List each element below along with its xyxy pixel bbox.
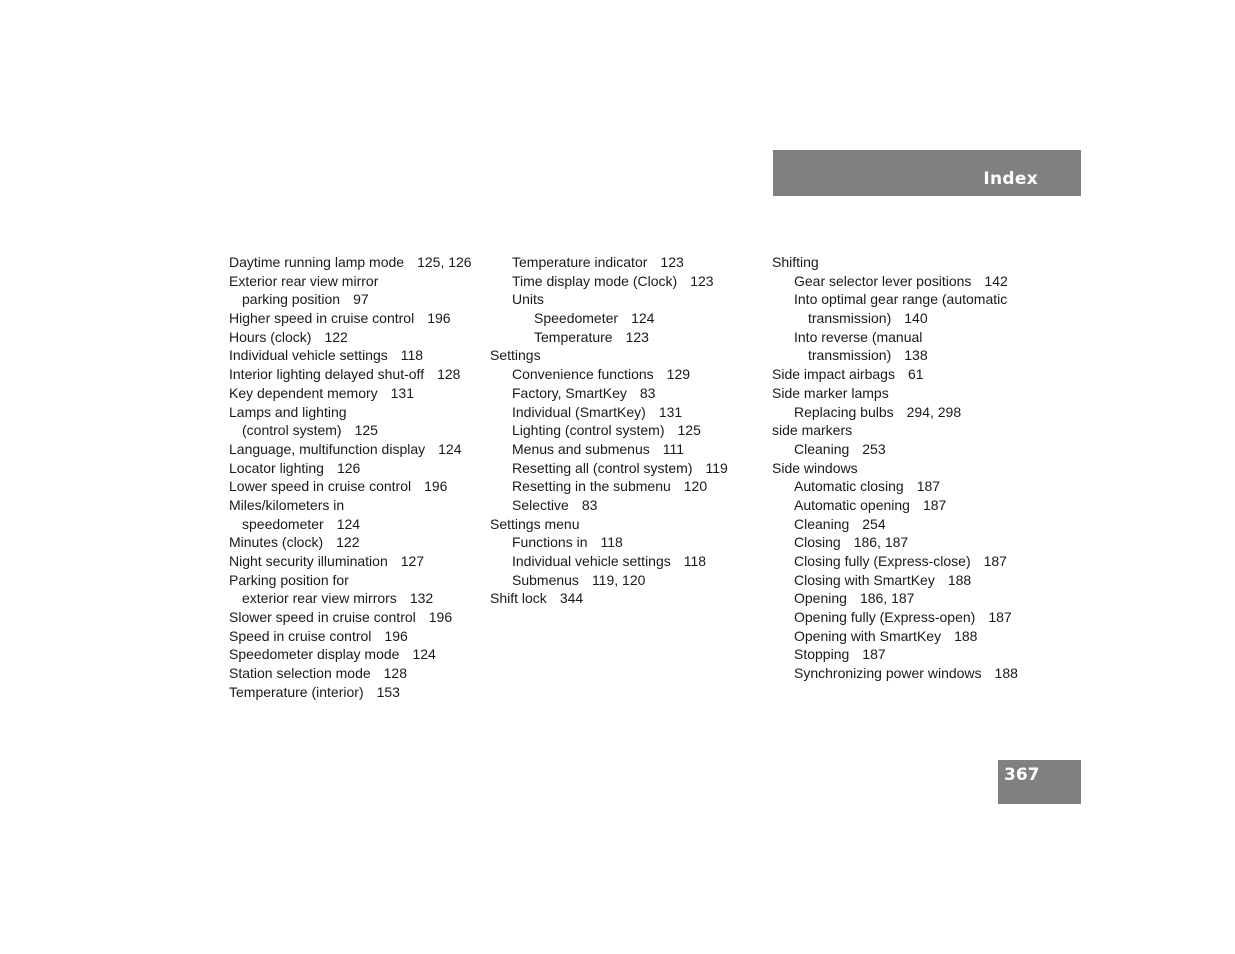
index-entry-text: Speedometer display mode [229, 646, 400, 663]
index-entry-text: Side impact airbags [772, 366, 895, 383]
page-number-box [998, 760, 1081, 804]
index-entry [490, 589, 760, 608]
index-entry [490, 421, 760, 440]
index-entry [772, 459, 1062, 478]
index-entry-pages: 128 [383, 665, 407, 682]
index-entry-text: Lamps and lighting [229, 403, 347, 420]
index-entry [772, 365, 1062, 384]
index-column-3 [772, 253, 1062, 683]
index-entry-pages: 187 [988, 609, 1012, 626]
index-entry-text: Exterior rear view mirror [229, 272, 379, 289]
index-entry-text: parking position [242, 291, 341, 308]
index-entry [229, 589, 491, 608]
index-entry-text: Language, multifunction display [229, 440, 426, 457]
index-entry-text: Minutes (clock) [229, 534, 324, 551]
index-entry-pages: 83 [639, 384, 656, 401]
index-entry-pages: 186, 187 [853, 534, 909, 551]
index-entry-text: Into optimal gear range (automatic [794, 291, 1008, 308]
index-entry-text: Individual vehicle settings [512, 553, 671, 569]
index-entry-text: Resetting all (control system) [512, 459, 693, 476]
index-entry-pages: 125, 126 [417, 254, 472, 270]
index-entry-text: Gear selector lever positions [794, 272, 972, 289]
index-entry [772, 440, 1062, 459]
index-entry-text: Closing fully (Express-close) [794, 553, 971, 569]
index-entry [490, 440, 760, 459]
index-entry-pages: 125 [677, 422, 701, 439]
index-entry-text: Daytime running lamp mode [229, 254, 405, 270]
index-entry [490, 365, 760, 384]
index-entry [490, 459, 760, 478]
index-entry [772, 571, 1062, 590]
index-entry-pages: 196 [384, 627, 408, 644]
index-entry [490, 328, 760, 347]
index-entry [772, 664, 1062, 683]
index-entry-pages: 83 [581, 496, 598, 513]
index-entry [772, 346, 1062, 365]
index-entry-pages: 196 [428, 609, 453, 626]
index-entry-text: Temperature (interior) [229, 683, 364, 700]
index-entry-pages: 124 [336, 515, 361, 532]
index-entry-pages: 188 [994, 665, 1018, 682]
index-entry-pages: 196 [427, 310, 451, 327]
index-entry [772, 477, 1062, 496]
index-entry [490, 346, 760, 365]
index-entry-text: Replacing bulbs [794, 403, 894, 420]
index-entry-pages: 294, 298 [906, 403, 962, 420]
index-entry-text: Time display mode (Clock) [512, 272, 678, 289]
index-entry-pages: 129 [666, 366, 691, 383]
index-entry [490, 515, 760, 534]
index-entry [772, 496, 1062, 515]
index-entry-pages: 118 [400, 347, 424, 364]
index-entry-pages: 138 [904, 347, 928, 364]
index-entry [229, 664, 491, 683]
index-entry-pages: 187 [862, 646, 886, 663]
index-entry-pages: 61 [907, 366, 924, 383]
index-entry-pages: 119, 120 [591, 571, 646, 588]
index-entry-pages: 128 [437, 366, 461, 383]
index-entry-text: Opening fully (Express-open) [794, 609, 976, 626]
index-entry-text: Temperature [534, 328, 613, 345]
index-entry [772, 627, 1062, 646]
index-entry-pages: 111 [662, 440, 685, 457]
index-entry-pages: 123 [625, 328, 649, 345]
index-entry [490, 533, 760, 552]
index-entry-pages: 188 [954, 627, 978, 644]
index-column-1 [229, 253, 491, 702]
index-entry [772, 272, 1062, 291]
index-entry-text: Settings [490, 347, 541, 364]
index-entry [229, 421, 491, 440]
index-entry [229, 403, 491, 422]
index-entry-text: Selective [512, 496, 569, 513]
index-entry [229, 645, 491, 664]
index-entry-text: Convenience functions [512, 366, 654, 383]
index-entry [772, 608, 1062, 627]
index-entry [229, 346, 491, 365]
index-entry [229, 533, 491, 552]
index-entry-text: Opening [794, 590, 847, 607]
index-entry-pages: 122 [336, 534, 360, 551]
index-entry [229, 440, 491, 459]
index-entry-text: Functions in [512, 534, 588, 551]
index-entry [490, 496, 760, 515]
index-entry-text: Closing [794, 534, 841, 551]
index-entry-text: Individual vehicle settings [229, 347, 388, 364]
index-entry [229, 477, 491, 496]
index-entry [490, 403, 760, 422]
index-entry-text: Temperature indicator [512, 254, 648, 270]
index-entry-pages: 131 [658, 403, 683, 420]
index-entry-text: Submenus [512, 571, 579, 588]
index-entry [229, 459, 491, 478]
index-entry-text: exterior rear view mirrors [242, 590, 397, 607]
index-entry-text: Speed in cruise control [229, 627, 372, 644]
index-entry-text: Night security illumination [229, 553, 388, 569]
index-entry-pages: 132 [409, 590, 434, 607]
index-entry-text: Side windows [772, 459, 858, 476]
section-header-tab [773, 150, 1081, 196]
index-entry-text: Hours (clock) [229, 328, 312, 345]
index-entry-text: Stopping [794, 646, 850, 663]
index-entry-text: Menus and submenus [512, 440, 650, 457]
index-entry-text: Units [512, 291, 544, 308]
index-entry [490, 552, 760, 571]
index-entry [229, 272, 491, 291]
index-entry [772, 328, 1062, 347]
index-entry [490, 309, 760, 328]
index-entry-text: Opening with SmartKey [794, 627, 942, 644]
index-entry-text: Automatic opening [794, 496, 910, 513]
index-entry-text: Miles/kilometers in [229, 496, 345, 513]
index-entry-text: Automatic closing [794, 478, 904, 495]
index-entry-pages: 140 [904, 310, 928, 327]
index-entry-text: Station selection mode [229, 665, 371, 682]
index-entry [229, 290, 491, 309]
index-entry-text: Higher speed in cruise control [229, 310, 415, 327]
index-entry-pages: 253 [862, 440, 886, 457]
index-entry [490, 253, 760, 272]
index-entry-pages: 124 [631, 310, 655, 327]
index-entry [490, 384, 760, 403]
index-entry [772, 589, 1062, 608]
index-entry-pages: 120 [683, 478, 708, 495]
index-entry-pages: 118 [600, 534, 623, 551]
index-entry [229, 515, 491, 534]
index-entry-pages: 118 [683, 553, 707, 569]
index-entry-pages: 142 [984, 272, 1008, 289]
index-entry-text: speedometer [242, 515, 324, 532]
index-entry-text: Lighting (control system) [512, 422, 665, 439]
index-entry [229, 328, 491, 347]
index-entry [229, 627, 491, 646]
index-entry-pages: 131 [390, 384, 414, 401]
index-entry-pages: 188 [947, 571, 972, 588]
index-entry-pages: 344 [559, 590, 584, 607]
index-entry-text: Cleaning [794, 440, 850, 457]
index-entry [229, 608, 491, 627]
index-entry-text: Parking position for [229, 571, 349, 588]
index-entry [490, 477, 760, 496]
index-entry [229, 253, 491, 272]
index-entry-pages: 124 [412, 646, 436, 663]
index-entry-pages: 122 [324, 328, 348, 345]
index-entry-text: Individual (SmartKey) [512, 403, 646, 420]
index-entry-text: Slower speed in cruise control [229, 609, 416, 626]
index-entry-text: side markers [772, 422, 853, 439]
index-entry-text: Key dependent memory [229, 384, 378, 401]
index-entry [490, 290, 760, 309]
index-entry-text: Resetting in the submenu [512, 478, 671, 495]
index-entry [490, 272, 760, 291]
index-entry [772, 253, 1062, 272]
index-entry [772, 384, 1062, 403]
index-entry-text: Interior lighting delayed shut-off [229, 366, 425, 383]
index-entry-pages: 123 [660, 254, 684, 270]
index-entry-pages: 187 [983, 553, 1007, 569]
index-entry-text: Side marker lamps [772, 384, 889, 401]
index-entry [229, 683, 491, 702]
index-entry [772, 533, 1062, 552]
index-entry-text: Factory, SmartKey [512, 384, 627, 401]
index-column-2 [490, 253, 760, 608]
index-entry-text: Into reverse (manual [794, 328, 923, 345]
index-entry [772, 645, 1062, 664]
index-entry-text: Closing with SmartKey [794, 571, 935, 588]
index-entry-pages: 123 [690, 272, 714, 289]
index-entry-text: Shift lock [490, 590, 547, 607]
index-entry-pages: 97 [353, 291, 369, 308]
index-entry-text: (control system) [242, 422, 342, 439]
index-entry [229, 571, 491, 590]
index-entry-text: transmission) [808, 310, 892, 327]
index-entry-text: Speedometer [534, 310, 619, 327]
index-entry [229, 496, 491, 515]
index-entry-pages: 187 [922, 496, 947, 513]
index-entry-pages: 124 [438, 440, 462, 457]
index-entry-text: Locator lighting [229, 459, 324, 476]
index-entry [490, 571, 760, 590]
index-entry-pages: 127 [400, 553, 425, 569]
index-entry [772, 552, 1062, 571]
index-entry-text: Settings menu [490, 515, 580, 532]
section-title: Index [983, 169, 1038, 189]
index-entry-text: Synchronizing power windows [794, 665, 982, 682]
index-entry [772, 403, 1062, 422]
index-entry [772, 290, 1062, 309]
index-entry-pages: 153 [376, 683, 400, 700]
index-entry-text: transmission) [808, 347, 892, 364]
index-entry-pages: 254 [862, 515, 886, 532]
index-entry [772, 421, 1062, 440]
index-entry-pages: 196 [424, 478, 448, 495]
index-entry [772, 309, 1062, 328]
index-entry-pages: 126 [336, 459, 361, 476]
index-entry [229, 384, 491, 403]
index-entry-text: Cleaning [794, 515, 850, 532]
index-entry-pages: 187 [916, 478, 941, 495]
index-entry-pages: 119 [705, 459, 728, 476]
page-number: 367 [1004, 765, 1040, 785]
index-entry [772, 515, 1062, 534]
index-entry-text: Lower speed in cruise control [229, 478, 412, 495]
index-entry-text: Shifting [772, 254, 819, 270]
index-entry [229, 365, 491, 384]
index-entry [229, 309, 491, 328]
index-entry [229, 552, 491, 571]
index-entry-pages: 125 [354, 422, 378, 439]
index-entry-pages: 186, 187 [859, 590, 915, 607]
